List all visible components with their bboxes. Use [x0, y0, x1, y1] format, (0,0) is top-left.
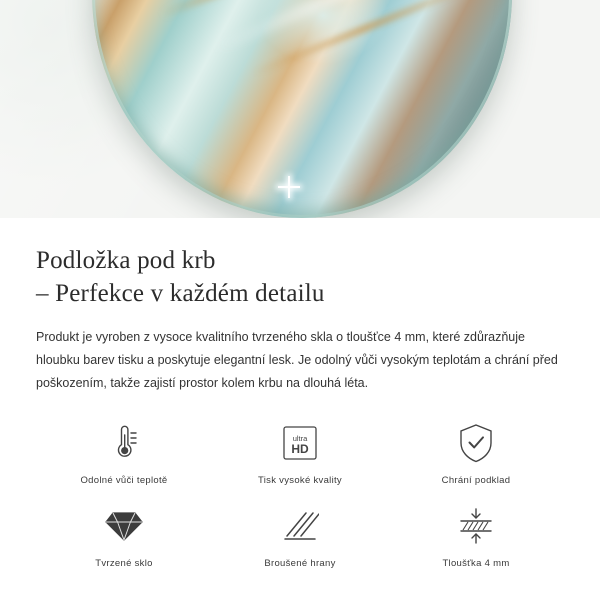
feature-label: Tvrzené sklo — [95, 558, 153, 570]
page-title — [36, 244, 564, 310]
ultra-hd-icon — [281, 421, 319, 465]
polished-edges-icon — [281, 504, 319, 548]
glass-board-image — [92, 0, 512, 218]
feature-item — [36, 421, 212, 486]
thermometer-icon — [107, 421, 141, 465]
feature-label: Broušené hrany — [264, 558, 336, 570]
shield-check-icon — [458, 421, 494, 465]
feature-grid — [36, 421, 564, 569]
feature-item — [388, 421, 564, 486]
feature-item — [212, 504, 388, 569]
diamond-icon — [104, 504, 144, 548]
feature-label: Tisk vysoké kvality — [257, 475, 342, 487]
page-title-line2: – Perfekce v každém detailu — [36, 280, 325, 307]
feature-item — [388, 504, 564, 569]
feature-item — [212, 421, 388, 486]
svg-text:ultra: ultra — [292, 434, 308, 444]
svg-text:HD: HD — [291, 442, 309, 457]
feature-item — [36, 504, 212, 569]
hero-image — [0, 0, 600, 218]
feature-label: Chrání podklad — [441, 475, 511, 487]
feature-label: Tloušťka 4 mm — [442, 558, 510, 570]
thickness-icon — [456, 504, 496, 548]
product-description-text: Produkt je vyroben z vysoce kvalitního tvrzeného skla o tloušťce 4 mm, které zdůrazňuje hloubku barev tisku a poskytuje elegantní lesk. Je odolný vůči vysokým teplotám a chrání před poškozením, takže zajistí prostor kolem krbu na dlouhá léta. — [36, 330, 558, 391]
content-area — [0, 244, 600, 569]
page-title-line1: Podložka pod krb — [36, 247, 216, 274]
feature-label: Odolné vůči teplotě — [80, 475, 168, 487]
